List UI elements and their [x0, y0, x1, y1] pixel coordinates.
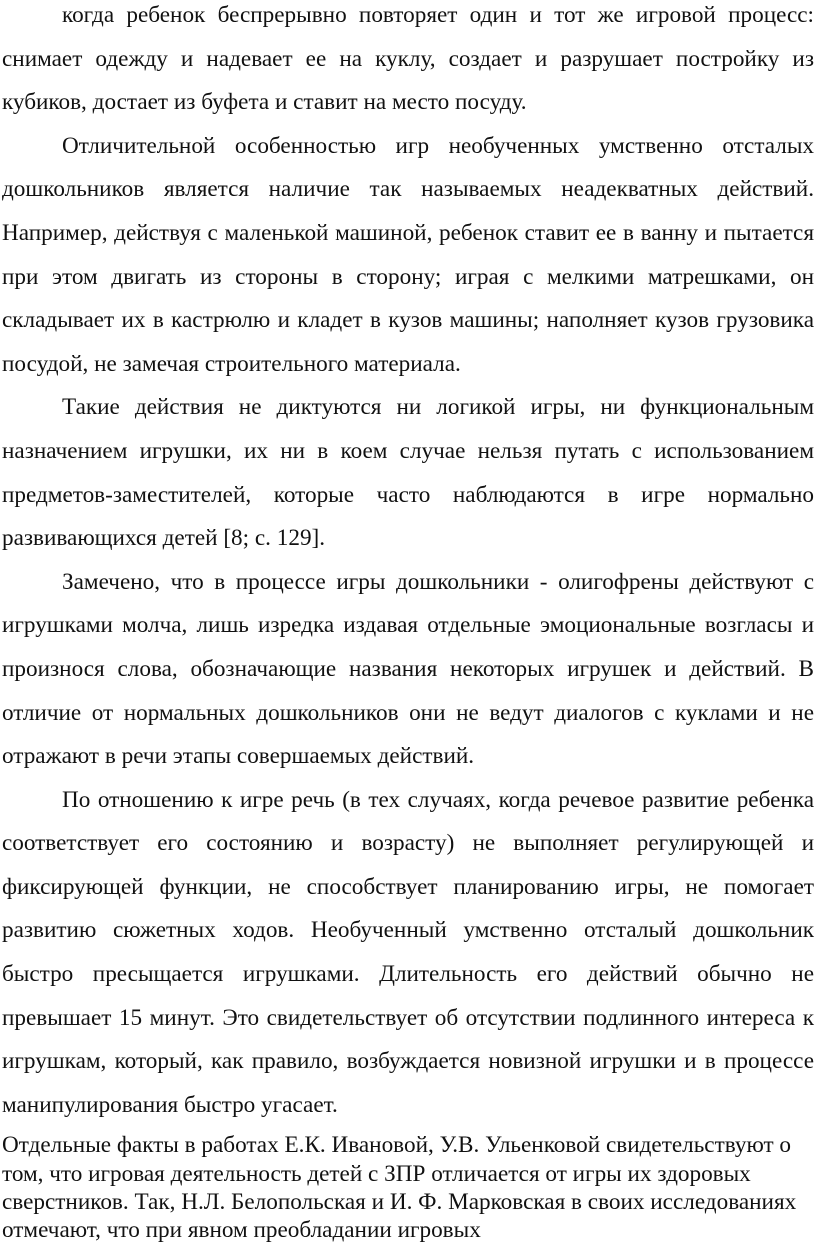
paragraph-game-logic: Такие действия не диктуются ни логикой игры, ни функциональным назначением игрушки, их ни в коем случае нельзя путать с использованием предметов-заместителей, которые часто наблюдаются в игре нормально развивающихся детей [8; с. 129]. — [2, 394, 814, 552]
paragraph-zpr-play: Отдельные факты в работах Е.К. Ивановой, У.В. Ульенковой свидетельствуют о том, что игровая деятельность детей с ЗПР отличается от игры их здоровых сверстников. Так, Н.Л. Белопольская и И. Ф. Марковская в своих исследованиях отмечают, что при явном преобладании игровых — [2, 1132, 797, 1244]
document-body — [2, 0, 814, 1244]
paragraph-silent-play: Замечено, что в процессе игры дошкольники - олигофрены действуют с игрушками молча, лишь изредка издавая отдельные эмоциональные возгласы и произнося слова, обозначающие названия некоторых игрушек и действий. В отличие от нормальных дошкольников они не ведут диалогов с куклами и не отражают в речи этапы совершаемых действий. — [2, 568, 814, 770]
paragraph-continuation: когда ребенок беспрерывно повторяет один и тот же игровой процесс: снимает одежду и надевает ее на куклу, создает и разрушает постройку из кубиков, достает из буфета и ставит на место посуду. — [2, 2, 814, 116]
paragraph-inadequate-actions: Отличительной особенностью игр необученных умственно отсталых дошкольников является наличие так называемых неадекватных действий. Например, действуя с маленькой машиной, ребенок ставит ее в ванну и пытается при этом двигать из стороны в сторону; играя с мелкими матрешками, он складывает их в кастрюлю и кладет в кузов машины; наполняет кузов грузовика посудой, не замечая строительного материала. — [2, 132, 814, 377]
paragraph-speech-role: По отношению к игре речь (в тех случаях, когда речевое развитие ребенка соответствует его состоянию и возрасту) не выполняет регулирующей и фиксирующей функции, не способствует планированию игры, не помогает развитию сюжетных ходов. Необученный умственно отсталый дошкольник быстро пресыщается игрушками. Длительность его действий обычно не превышает 15 минут. Это свидетельствует об отсутствии подлинного интереса к игрушкам, который, как правило, возбуждается новизной игрушки и в процессе манипулирования быстро угасает. — [2, 786, 814, 1118]
